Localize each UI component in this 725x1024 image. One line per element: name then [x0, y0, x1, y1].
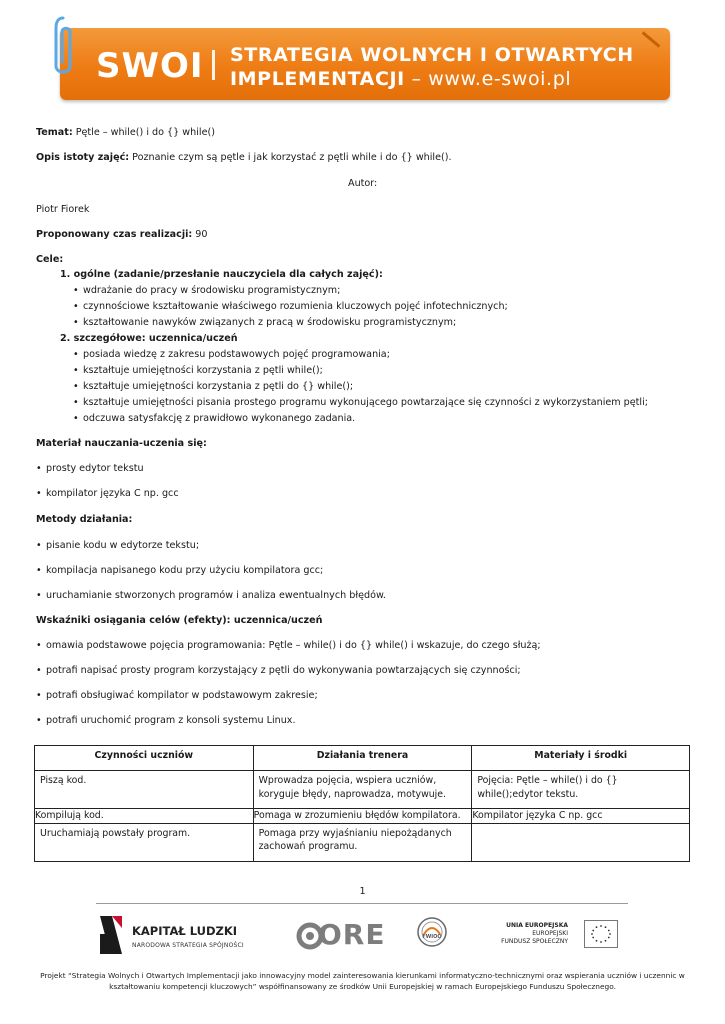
list-item: • czynnościowe kształtowanie właściwego rozumienia kluczowych pojęć infotechnicznych;: [83, 301, 508, 312]
list-item: • odczuwa satysfakcję z prawidłowo wykonanego zadania.: [83, 413, 355, 424]
kl-title: KAPITAŁ LUDZKI: [132, 924, 238, 938]
list-item: • uruchamianie stworzonych programów i analiza ewentualnych błędów.: [46, 590, 386, 601]
table-cell: Pomaga przy wyjaśnianiu niepożądanych zachowań programu.: [253, 823, 472, 861]
banner-title-line2: [230, 68, 571, 90]
table-row: [35, 823, 690, 861]
list-item: • potrafi uruchomić program z konsoli systemu Linux.: [46, 715, 296, 726]
header-banner: [60, 28, 670, 100]
general-goals-heading: 1. ogólne (zadanie/przesłanie nauczyciela dla całych zajęć):: [60, 269, 383, 280]
duration-line: [36, 229, 208, 240]
list-item: • wdrażanie do pracy w środowisku programistycznym;: [83, 285, 340, 296]
eu-logo: [501, 918, 626, 952]
list-item: • prosty edytor tekstu: [46, 463, 144, 474]
table-header-row: [35, 746, 690, 771]
description-value: Poznanie czym są pętle i jak korzystać z pętli while i do {} while().: [129, 152, 452, 163]
swoi-logo: SWOI: [96, 46, 204, 86]
ore-logo: [296, 918, 386, 952]
banner-dash: –: [404, 68, 429, 90]
footer-divider: [96, 903, 628, 904]
list-item: • potrafi obsługiwać kompilator w podstawowym zakresie;: [46, 690, 318, 701]
eu-line3: FUNDUSZ SPOŁECZNY: [501, 938, 568, 945]
author-name: Piotr Fiorek: [36, 204, 90, 215]
table-cell: Pomaga w zrozumieniu błędów kompilatora.: [253, 809, 472, 824]
description-label: Opis istoty zajęć:: [36, 152, 130, 163]
pencil-icon: [642, 31, 661, 47]
banner-url[interactable]: www.e-swoi.pl: [428, 68, 572, 90]
kl-subtitle: NARODOWA STRATEGIA SPÓJNOŚCI: [132, 942, 244, 949]
kapital-ludzki-icon: [98, 914, 124, 956]
topic-value: Pętle – while() i do {} while(): [72, 127, 215, 138]
table-row: [35, 809, 690, 824]
table-cell: Kompilują kod.: [35, 809, 254, 824]
table-cell: [472, 823, 690, 861]
specific-goals-heading: 2. szczegółowe: uczennica/uczeń: [60, 333, 238, 344]
description-line: [36, 152, 452, 163]
duration-value: 90: [192, 229, 208, 240]
table-row: [35, 771, 690, 809]
eu-text: [501, 922, 568, 946]
lesson-plan-table: [34, 745, 690, 862]
table-cell: Uruchamiają powstały program.: [35, 823, 254, 861]
table-cell: Wprowadza pojęcia, wspiera uczniów, koryguje błędy, naprowadza, motywuje.: [253, 771, 472, 809]
list-item: • omawia podstawowe pojęcia programowania: Pętle – while() i do {} while() i wskazuje, do czego służą;: [46, 640, 541, 651]
duration-label: Proponowany czas realizacji:: [36, 229, 193, 240]
goals-heading: Cele:: [36, 254, 64, 265]
table-cell: Pojęcia: Pętle – while() i do {} while();edytor tekstu.: [472, 771, 690, 809]
list-item: • kształtuje umiejętności korzystania z pętli while();: [83, 365, 323, 376]
kapital-ludzki-logo: [98, 914, 248, 958]
fwioo-seal-icon: [416, 916, 448, 948]
list-item: • posiada wiedzę z zakresu podstawowych pojęć programowania;: [83, 349, 390, 360]
list-item: • kompilacja napisanego kodu przy użyciu kompilatora gcc;: [46, 565, 323, 576]
list-item: • kompilator języka C np. gcc: [46, 488, 179, 499]
page-number: 1: [359, 886, 366, 897]
methods-heading: Metody działania:: [36, 514, 133, 525]
list-item: • pisanie kodu w edytorze tekstu;: [46, 540, 199, 551]
eu-line1: UNIA EUROPEJSKA: [506, 922, 568, 929]
logo-divider: [212, 50, 215, 80]
list-item: • kształtowanie nawyków związanych z pracą w środowisku programistycznym;: [83, 317, 456, 328]
banner-title-line1: STRATEGIA WOLNYCH I OTWARTYCH: [230, 44, 634, 66]
indicators-heading: Wskaźniki osiągania celów (efekty): uczennica/uczeń: [36, 615, 323, 626]
table-cell: Kompilator języka C np. gcc: [472, 809, 690, 824]
banner-title-word: IMPLEMENTACJI: [230, 68, 405, 90]
eu-flag-icon: [584, 920, 618, 948]
material-heading: Materiał nauczania-uczenia się:: [36, 438, 207, 449]
list-item: • potrafi napisać prosty program korzystający z pętli do wykonywania powtarzających się czynności;: [46, 665, 521, 676]
column-header: Działania trenera: [253, 746, 472, 771]
column-header: Czynności uczniów: [35, 746, 254, 771]
list-item: • kształtuje umiejętności korzystania z pętli do {} while();: [83, 381, 353, 392]
paperclip-icon: [54, 16, 72, 80]
list-item: • kształtuje umiejętności pisania prostego programu wykonującego powtarzające się czynności z wykorzystaniem pętli;: [83, 397, 648, 408]
topic-line: [36, 127, 215, 138]
footer-logos: [0, 910, 725, 960]
project-funding-note: Projekt “Strategia Wolnych i Otwartych Implementacji jako innowacyjny model zainteresowania kierunkami informatyczno-technicznymi oraz wspierania uczniów i uczennic w kształtowaniu kompetencji kluczowych” współfinansowany ze środków Unii Europejskiej w ramach Europejskiego Funduszu Społecznego.: [40, 971, 685, 991]
ore-text: ORE: [318, 918, 386, 951]
column-header: Materiały i środki: [472, 746, 690, 771]
eu-line2: EUROPEJSKI: [532, 930, 568, 937]
fwioo-text: FWIOO: [422, 934, 442, 940]
topic-label: Temat:: [36, 127, 73, 138]
table-cell: Piszą kod.: [35, 771, 254, 809]
author-label: Autor:: [348, 178, 378, 189]
